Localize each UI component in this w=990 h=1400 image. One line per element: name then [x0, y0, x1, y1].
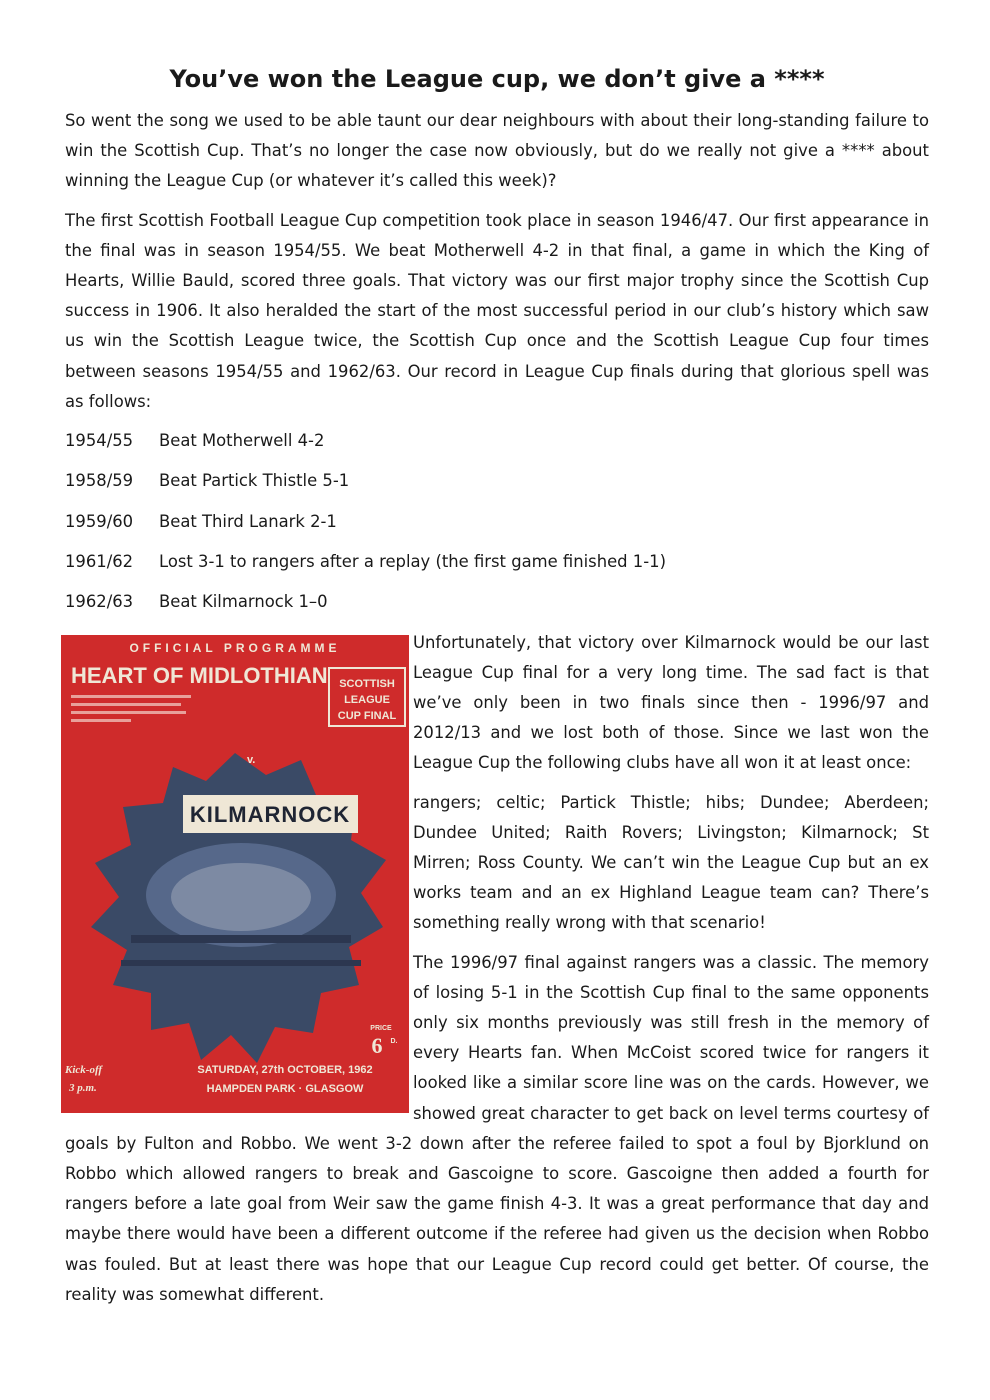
programme-team: HEART OF MIDLOTHIAN: [71, 662, 328, 688]
season-label: 1961/62: [65, 551, 134, 571]
result-text: Beat Partick Thistle 5-1: [159, 471, 350, 491]
season-label: 1958/59: [65, 471, 134, 491]
opponent-name: KILMARNOCK: [189, 801, 351, 827]
article-title: You’ve won the League cup, we don’t give a ****: [169, 65, 825, 93]
match-date: SATURDAY, 27th OCTOBER, 1962: [197, 1063, 373, 1076]
result-text: Beat Third Lanark 2-1: [159, 511, 337, 531]
article: [65, 62, 929, 1319]
programme-cover-illustration: [61, 635, 409, 1113]
programme-cover-image: [61, 635, 409, 1113]
match-venue: HAMPDEN PARK · GLASGOW: [206, 1082, 364, 1095]
result-text: Lost 3-1 to rangers after a replay (the first game finished 1-1): [159, 551, 666, 571]
season-label: 1959/60: [65, 511, 134, 531]
season-label: 1962/63: [65, 592, 134, 612]
price-label: PRICE: [370, 1024, 392, 1032]
season-label: 1954/55: [65, 431, 134, 451]
intro-paragraph: So went the song we used to be able taunt our dear neighbours with about their long-standing failure to win the Scottish Cup. That’s no longer the case now obviously, but do we really not give a **** about winning the League Cup (or whatever it’s called this week)?: [65, 111, 929, 191]
unfortunately-paragraph: Unfortunately, that victory over Kilmarnock would be our last League Cup final for a very long time. The sad fact is that we’ve only been in two finals since then - 1996/97 and 2012/13 and we lost both of those. Since we last won the League Cup the following clubs have all won it at least once:: [413, 632, 929, 773]
price-unit: D.: [390, 1037, 398, 1045]
history-paragraph: The first Scottish Football League Cup competition took place in season 1946/47. Our first appearance in the final was in season 1954/55. We beat Motherwell 4-2 in that final, a game in which the King of Hearts, Willie Bauld, scored three goals. That victory was our first major trophy since the Scottish Cup success in 1906. It also heralded the start of the most successful period in our club’s history which saw us win the Scottish League twice, the Scottish Cup once and the Scottish League Cup four times between seasons 1954/55 and 1962/63. Our record in League Cup finals during that glorious spell was as follows:: [65, 210, 929, 411]
badge-line-3: CUP FINAL: [337, 709, 397, 722]
price-value: 6: [371, 1032, 383, 1058]
list-item: [65, 587, 929, 627]
badge-line-2: LEAGUE: [344, 693, 390, 706]
result-text: Beat Kilmarnock 1–0: [159, 592, 328, 612]
final-paragraph: The 1996/97 final against rangers was a classic. The memory of losing 5-1 in the Scottish Cup final to the same opponents only six months previously was still fresh in the memory of every Hearts fan. When McCoist scored twice for rangers it looked like a similar score line was on the cards. However, we showed great character to get back on level terms courtesy of goals by Fulton and Robbo. We went 3-2 down after the referee failed to spot a foul by Bjorklund on Robbo which allowed rangers to break and Gascoigne to score. Gascoigne then added a fourth for rangers before a late goal from Weir saw the game finish 4-3. It was a great performance that day and maybe there would have been a different outcome if the referee had given us the decision when Robbo was fouled. But at least there was hope that our League Cup record could get better. Of course, the reality was somewhat different.: [65, 952, 929, 1304]
kickoff-line-1: Kick-off: [65, 1063, 103, 1076]
programme-header: OFFICIAL PROGRAMME: [129, 640, 341, 655]
list-item: [65, 547, 929, 587]
results-list: [65, 426, 929, 627]
clubs-paragraph: rangers; celtic; Partick Thistle; hibs; Dundee; Aberdeen; Dundee United; Raith Rovers; Livingston; Kilmarnock; St Mirren; Ross County. We can’t win the League Cup but an ex works team and an ex Highland League team can? There’s something really wrong with that scenario!: [413, 792, 929, 933]
list-item: [65, 466, 929, 506]
result-text: Beat Motherwell 4-2: [159, 431, 325, 451]
list-item: [65, 426, 929, 466]
badge-line-1: SCOTTISH: [339, 677, 395, 690]
kickoff-line-2: 3 p.m.: [69, 1081, 97, 1094]
versus-label: v.: [247, 753, 256, 766]
list-item: [65, 507, 929, 547]
programme-section: [65, 628, 929, 1310]
